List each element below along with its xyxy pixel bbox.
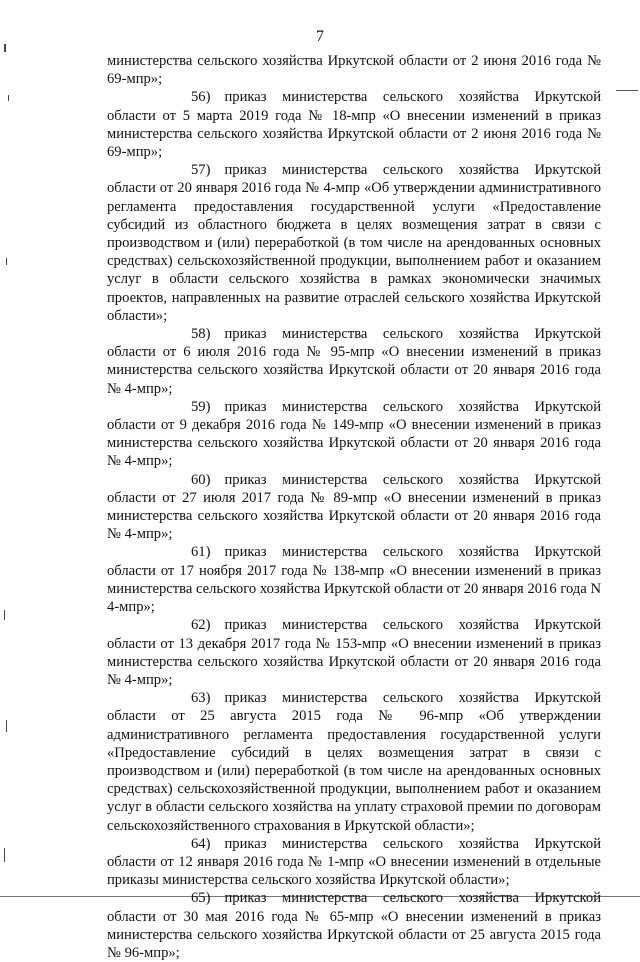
paragraph-number: 62) [191, 617, 211, 634]
paragraph-number: 63) [191, 690, 211, 707]
paragraph-61 [107, 543, 601, 616]
paragraph-number: 64) [191, 835, 211, 852]
paragraph-59 [107, 398, 601, 471]
document-body [107, 52, 601, 962]
paragraph-62 [107, 616, 601, 689]
paragraph-55-continuation [107, 52, 601, 88]
paragraph-text: приказ министерства сельского хозяйства Иркутской области от 6 июля 2016 года № 95-мпр «О внесении изменений в приказ министерства сельского хозяйства Иркутской области от 20 января 2016 года № 4-мпр»; [107, 326, 601, 397]
margin-mark [6, 258, 7, 265]
paragraph-number: 59) [191, 398, 211, 415]
paragraph-text: приказ министерства сельского хозяйства Иркутской области от 30 мая 2016 года № 65-мпр «О внесении изменений в приказ министерства сельского хозяйства Иркутской области от 25 августа 2015 года № 96-мпр»; [107, 890, 601, 961]
paragraph-text: министерства сельского хозяйства Иркутской области от 2 июня 2016 года № 69-мпр»; [107, 53, 601, 88]
margin-mark [8, 95, 9, 101]
paragraph-text: приказ министерства сельского хозяйства Иркутской области от 20 января 2016 года № 4-мпр «Об утверждении административного регламента предоставления государственной услуги «Предоставление субсидий из областного бюджета в целях возмещения затрат в связи с производством и (или) переработкой (в том числе на арендованных основных средствах) сельскохозяйственной продукции, выполнением работ и оказанием услуг в области сельского хозяйства в рамках экономически значимых проектов, направленных на развитие отраслей сельского хозяйства Иркутской области»; [107, 162, 601, 324]
paragraph-number: 58) [191, 326, 211, 343]
paragraph-text: приказ министерства сельского хозяйства Иркутской области от 17 ноября 2017 года № 138-мпр «О внесении изменений в приказ министерства сельского хозяйства Иркутской области от 20 января 2016 года N 4-мпр»; [107, 544, 601, 616]
paragraph-text: приказ министерства сельского хозяйства Иркутской области от 27 июля 2017 года № 89-мпр «О внесении изменений в приказ министерства сельского хозяйства Иркутской области от 20 января 2016 года № 4-мпр»; [107, 471, 601, 543]
page-number: 7 [316, 28, 324, 45]
margin-dash [616, 90, 638, 91]
paragraph-number: 57) [191, 162, 211, 179]
paragraph-number: 65) [191, 890, 211, 907]
paragraph-text: приказ министерства сельского хозяйства Иркутской области от 5 марта 2019 года № 18-мпр «О внесении изменений в приказ министерства сельского хозяйства Иркутской области от 2 июня 2016 года № 69-мпр»; [107, 89, 601, 161]
paragraph-56 [107, 88, 601, 161]
margin-mark [4, 44, 6, 52]
paragraph-text: приказ министерства сельского хозяйства Иркутской области от 13 декабря 2017 года № 153-мпр «О внесении изменений в приказ министерства сельского хозяйства Иркутской области от 20 января 2016 года № 4-мпр»; [107, 617, 601, 688]
paragraph-text: приказ министерства сельского хозяйства Иркутской области от 25 августа 2015 года № 96-мпр «Об утверждении административного регламента предоставления государственной услуги «Предоставление субсидий в целях возмещения затрат в связи с производством и (или) переработкой (в том числе на арендованных основных средствах) сельскохозяйственной продукции, выполнением работ и оказанием услуг в области сельского хозяйства на уплату страховой премии по договорам сельскохозяйственного страхования в Иркутской области»; [107, 690, 601, 834]
paragraph-number: 60) [191, 471, 211, 488]
paragraph-text: приказ министерства сельского хозяйства Иркутской области от 9 декабря 2016 года № 149-мпр «О внесении изменений в приказ министерства сельского хозяйства Иркутской области от 20 января 2016 года № 4-мпр»; [107, 398, 601, 470]
margin-mark [4, 610, 5, 620]
paragraph-58 [107, 325, 601, 398]
paragraph-text: приказ министерства сельского хозяйства Иркутской области от 12 января 2016 года № 1-мпр «О внесении изменений в отдельные приказы министерства сельского хозяйства Иркутской области»; [107, 835, 601, 889]
paragraph-number: 56) [191, 89, 211, 106]
margin-mark [6, 720, 7, 732]
paragraph-63 [107, 689, 601, 835]
margin-mark [4, 848, 5, 862]
paragraph-64 [107, 835, 601, 890]
paragraph-60 [107, 471, 601, 544]
paragraph-57 [107, 161, 601, 325]
paragraph-number: 61) [191, 544, 211, 561]
paragraph-65 [107, 889, 601, 962]
